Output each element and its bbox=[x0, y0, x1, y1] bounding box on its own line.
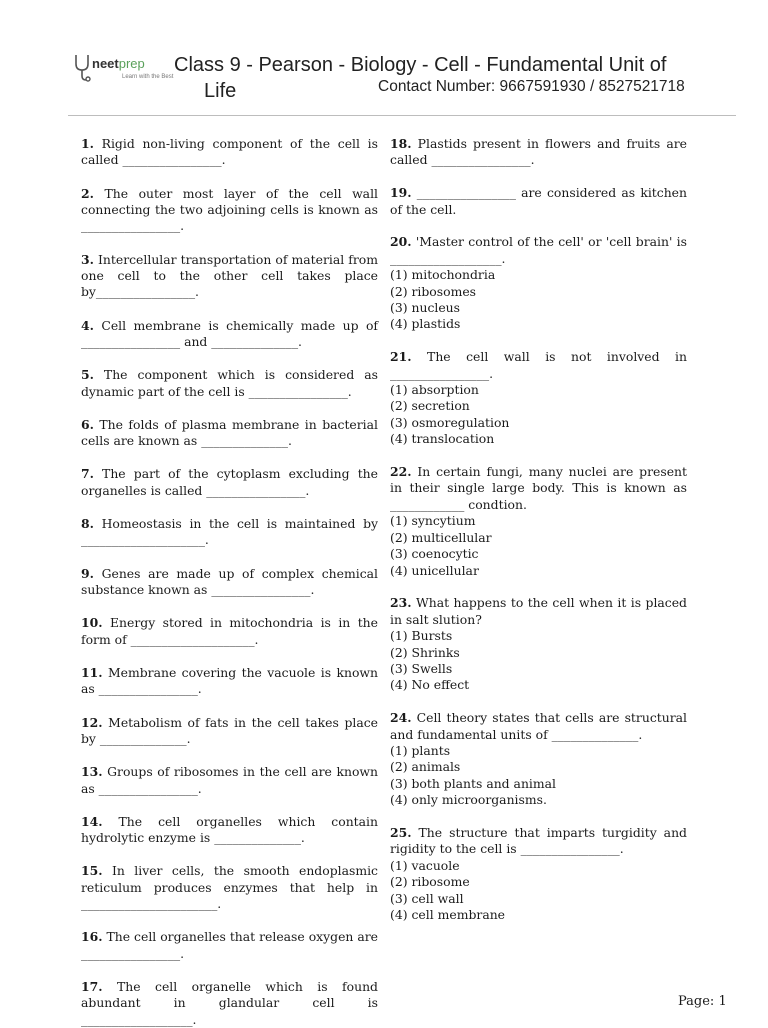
title-line-2: Life bbox=[204, 80, 237, 102]
question-number: 23. bbox=[390, 595, 412, 611]
question-item bbox=[81, 466, 378, 499]
answer-option: (3) coenocytic bbox=[390, 546, 479, 562]
question-number: 3. bbox=[81, 251, 94, 267]
title-line-1: Class 9 - Pearson - Biology - Cell - Fundamental Unit of bbox=[174, 54, 667, 76]
answer-option: (1) plants bbox=[390, 742, 451, 758]
question-item bbox=[390, 825, 687, 923]
question-number: 7. bbox=[81, 466, 94, 482]
question-number: 17. bbox=[81, 978, 103, 994]
question-text: Genes are made up of complex chemical substance known as ________________. bbox=[81, 565, 378, 598]
question-text: The cell organelles that release oxygen are ________________. bbox=[81, 929, 378, 961]
question-item bbox=[81, 863, 378, 912]
question-text: The component which is considered as dynamic part of the cell is ________________. bbox=[81, 367, 378, 399]
question-text: Rigid non-living component of the cell is called ________________. bbox=[81, 136, 378, 168]
question-item bbox=[390, 136, 687, 169]
question-item bbox=[81, 136, 378, 169]
question-number: 6. bbox=[81, 416, 94, 432]
answer-option: (4) unicellular bbox=[390, 562, 479, 578]
answer-option: (4) only microorganisms. bbox=[390, 792, 547, 808]
answer-option: (4) cell membrane bbox=[390, 906, 506, 922]
answer-option: (1) Bursts bbox=[390, 628, 453, 644]
question-item bbox=[81, 929, 378, 962]
answer-option: (2) animals bbox=[390, 759, 461, 775]
answer-option: (2) multicellular bbox=[390, 529, 492, 545]
question-text: Energy stored in mitochondria is in the form of ____________________. bbox=[81, 615, 378, 647]
question-number: 14. bbox=[81, 813, 103, 829]
question-item bbox=[390, 710, 687, 808]
answer-option: (2) Shrinks bbox=[390, 644, 460, 660]
question-item bbox=[390, 464, 687, 579]
question-number: 20. bbox=[390, 234, 412, 250]
answer-option: (3) nucleus bbox=[390, 300, 461, 316]
question-number: 19. bbox=[390, 185, 412, 201]
question-text: The outer most layer of the cell wall connecting the two adjoining cells is known as ________________. bbox=[81, 185, 378, 234]
answer-option: (3) cell wall bbox=[390, 890, 464, 906]
answer-option: (1) syncytium bbox=[390, 513, 476, 529]
contact-number: Contact Number: 9667591930 / 8527521718 bbox=[378, 78, 685, 95]
question-item bbox=[81, 715, 378, 748]
question-text: Cell membrane is chemically made up of ________________ and ______________. bbox=[81, 317, 378, 350]
question-item bbox=[81, 186, 378, 235]
answer-option: (1) absorption bbox=[390, 382, 479, 398]
question-item bbox=[390, 234, 687, 332]
question-text: 'Master control of the cell' or 'cell brain' is __________________. bbox=[390, 234, 687, 266]
question-item bbox=[81, 318, 378, 351]
question-item bbox=[81, 566, 378, 599]
question-text: Homeostasis in the cell is maintained by ____________________. bbox=[81, 516, 378, 548]
answer-option: (3) Swells bbox=[390, 660, 453, 676]
question-item bbox=[390, 349, 687, 447]
question-text: Groups of ribosomes in the cell are known as ________________. bbox=[81, 764, 378, 796]
question-text: The structure that imparts turgidity and rigidity to the cell is ________________. bbox=[390, 824, 687, 857]
answer-option: (1) mitochondria bbox=[390, 267, 496, 283]
question-number: 18. bbox=[390, 136, 412, 151]
question-text: ________________ are considered as kitchen of the cell. bbox=[390, 185, 687, 217]
question-item bbox=[390, 185, 687, 218]
question-text: In certain fungi, many nuclei are present in their single large body. This is known as ____________ condtion. bbox=[390, 464, 687, 512]
question-text: The cell organelles which contain hydrolytic enzyme is ______________. bbox=[81, 813, 378, 846]
answer-option: (3) osmoregulation bbox=[390, 414, 510, 430]
answer-option: (4) plastids bbox=[390, 316, 461, 332]
question-item bbox=[81, 367, 378, 400]
question-item bbox=[81, 417, 378, 450]
question-number: 9. bbox=[81, 565, 94, 581]
logo-brand-accent: prep bbox=[118, 56, 145, 71]
question-item bbox=[81, 764, 378, 797]
question-item bbox=[81, 979, 378, 1028]
question-number: 2. bbox=[81, 185, 94, 201]
question-item bbox=[81, 252, 378, 301]
stethoscope-icon bbox=[72, 52, 94, 82]
question-number: 1. bbox=[81, 136, 94, 151]
question-item bbox=[81, 615, 378, 648]
question-number: 15. bbox=[81, 863, 103, 879]
questions-column-left bbox=[81, 136, 378, 1028]
page-number: Page: 1 bbox=[678, 994, 727, 1009]
question-item bbox=[390, 595, 687, 693]
question-text: Membrane covering the vacuole is known as ________________. bbox=[81, 664, 378, 697]
answer-option: (4) No effect bbox=[390, 677, 470, 693]
question-text: In liver cells, the smooth endoplasmic reticulum produces enzymes that help in ______________________. bbox=[81, 863, 378, 912]
question-number: 10. bbox=[81, 615, 103, 631]
question-number: 11. bbox=[81, 664, 103, 680]
question-item bbox=[81, 516, 378, 549]
question-number: 21. bbox=[390, 349, 412, 365]
question-text: Plastids present in flowers and fruits are called ________________. bbox=[390, 136, 687, 168]
neetprep-logo bbox=[72, 52, 174, 82]
question-text: Cell theory states that cells are structural and fundamental units of ______________. bbox=[390, 710, 687, 742]
page-header bbox=[0, 0, 768, 116]
question-number: 4. bbox=[81, 317, 94, 333]
logo-tagline: Learn with the Best bbox=[122, 74, 174, 80]
question-number: 25. bbox=[390, 824, 412, 840]
answer-option: (3) both plants and animal bbox=[390, 775, 556, 791]
answer-option: (2) ribosomes bbox=[390, 283, 477, 299]
answer-option: (4) translocation bbox=[390, 431, 495, 447]
question-number: 13. bbox=[81, 764, 103, 780]
answer-option: (1) vacuole bbox=[390, 857, 460, 873]
question-number: 22. bbox=[390, 464, 412, 480]
question-text: What happens to the cell when it is placed in salt slution? bbox=[390, 595, 687, 627]
answer-option: (2) ribosome bbox=[390, 874, 470, 890]
question-number: 16. bbox=[81, 929, 103, 945]
question-text: Intercellular transportation of material from one cell to the other cell takes place by________________. bbox=[81, 251, 378, 300]
question-text: The part of the cytoplasm excluding the organelles is called ________________. bbox=[81, 466, 378, 498]
logo-brand: neet bbox=[92, 56, 119, 71]
question-item bbox=[81, 665, 378, 698]
question-text: The folds of plasma membrane in bacterial cells are known as ______________. bbox=[81, 416, 378, 449]
question-number: 12. bbox=[81, 714, 103, 730]
question-text: The cell wall is not involved in ________________. bbox=[390, 349, 687, 381]
question-number: 8. bbox=[81, 516, 94, 532]
logo-wordmark bbox=[92, 56, 145, 71]
question-text: Metabolism of fats in the cell takes place by ______________. bbox=[81, 714, 378, 746]
question-number: 5. bbox=[81, 367, 94, 383]
question-text: The cell organelle which is found abundant in glandular cell is __________________. bbox=[81, 978, 378, 1027]
answer-option: (2) secretion bbox=[390, 398, 470, 414]
question-number: 24. bbox=[390, 710, 412, 726]
questions-column-right bbox=[390, 136, 687, 923]
question-item bbox=[81, 814, 378, 847]
header-divider bbox=[68, 115, 736, 116]
